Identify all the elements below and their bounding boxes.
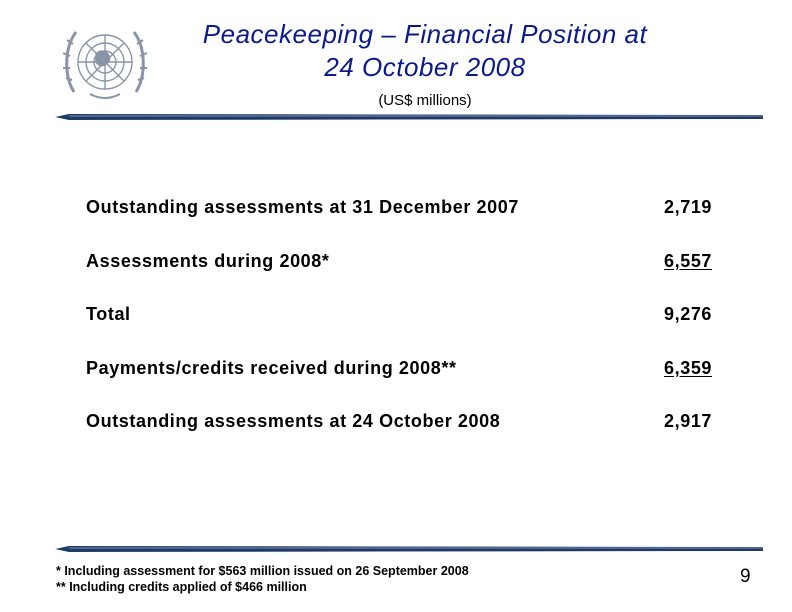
row-value-outstanding-2007: 2,719: [664, 197, 713, 217]
footnotes: [56, 563, 469, 595]
units-subtitle: (US$ millions): [378, 92, 472, 109]
row-value-outstanding-oct-2008: 2,917: [664, 411, 713, 431]
row-label-payments-2008: Payments/credits received during 2008**: [86, 358, 457, 378]
title-line-1: Peacekeeping – Financial Position at: [202, 19, 648, 49]
page-number: 9: [740, 566, 751, 587]
row-label-assessments-2008: Assessments during 2008*: [86, 251, 330, 271]
row-label-outstanding-2007: Outstanding assessments at 31 December 2007: [86, 197, 519, 217]
footnote-1: * Including assessment for $563 million issued on 26 September 2008: [56, 564, 469, 578]
row-label-outstanding-oct-2008: Outstanding assessments at 24 October 2008: [86, 411, 501, 431]
row-label-total: Total: [86, 304, 131, 324]
bottom-divider: [55, 545, 763, 553]
row-value-assessments-2008: 6,557: [664, 251, 713, 271]
row-value-total: 9,276: [664, 304, 713, 324]
footnote-2: ** Including credits applied of $466 million: [56, 580, 307, 594]
row-value-payments-2008: 6,359: [664, 358, 713, 378]
title-line-2: 24 October 2008: [324, 52, 526, 82]
